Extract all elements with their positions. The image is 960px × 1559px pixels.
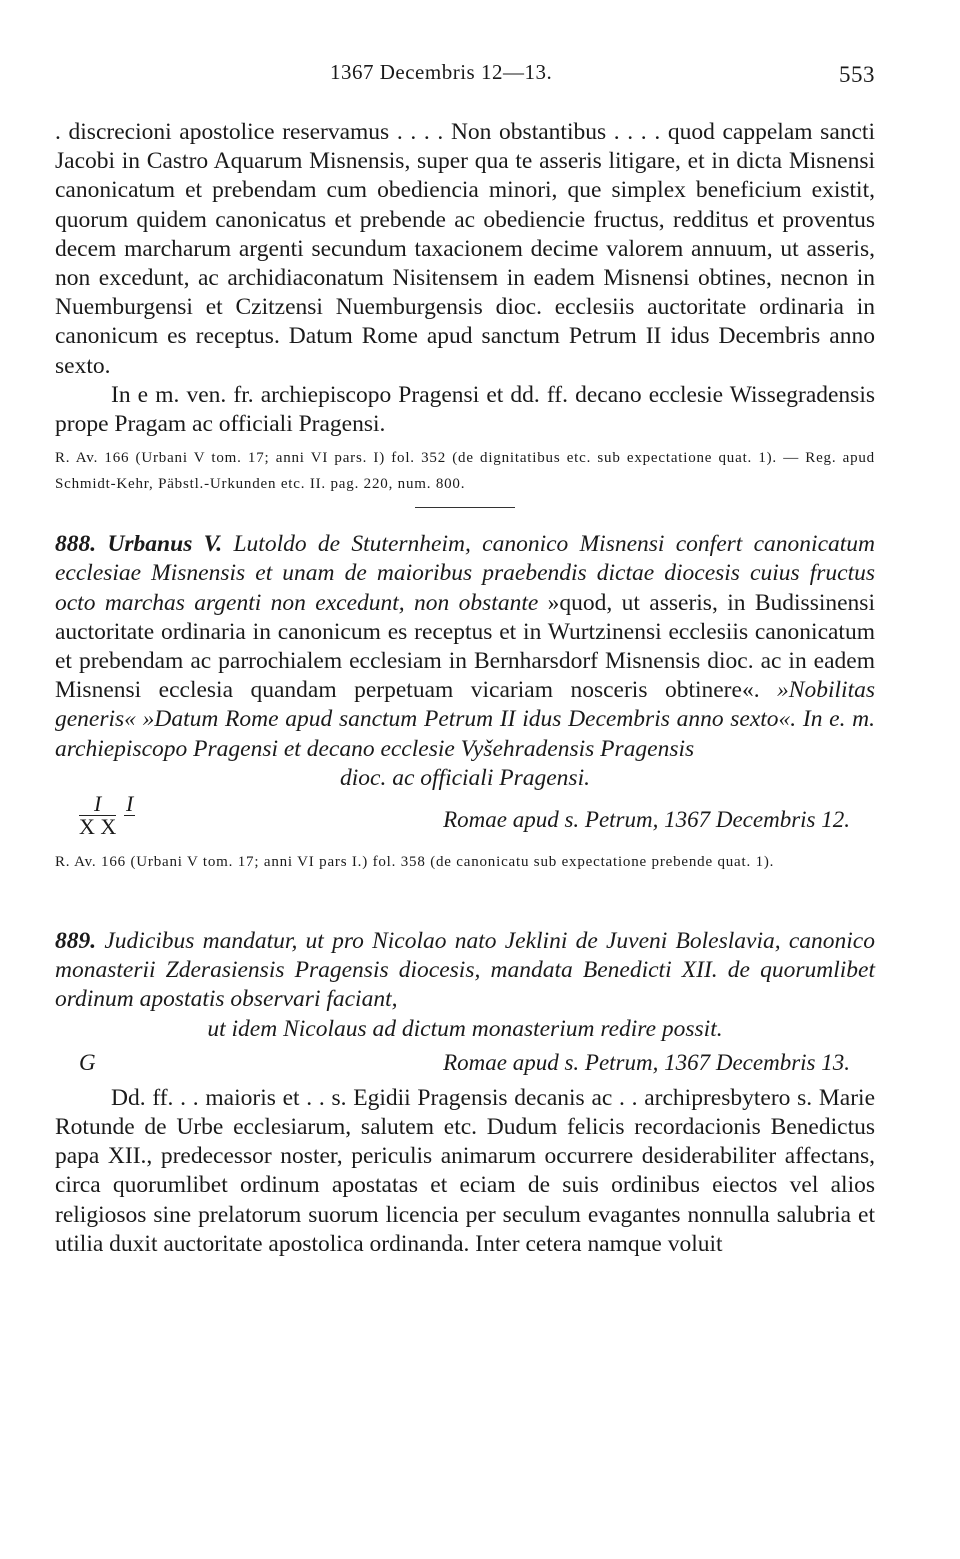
entry-888-summary-a: Lutoldo de Stuternheim, canonico Misnensi confert canonicatum ecclesiae Misnensis et unam de maioribus praebendis dictae diocesis cuius fructus octo marchas argenti non excedunt, non obstante (55, 531, 876, 616)
registry-mark-numerator-2: I (126, 791, 134, 817)
entry-889-number: 889. (55, 928, 97, 955)
entry-888-summary-b: »Nobilitas generis« »Datum Rome apud sanctum Petrum II idus Decembris anno sexto«. In e. m. archiepiscopo Pragensi et decano ecclesie Vyšehradensis Pragensis (55, 677, 875, 762)
registry-mark-fraction (79, 793, 116, 838)
entry-888-source-note: R. Av. 166 (Urbani V tom. 17; anni VI pars I.) fol. 358 (de canonicatu sub expectatione prebende quat. 1). (55, 854, 775, 871)
entry-888-summary-c: dioc. ac officiali Pragensi. (340, 764, 590, 791)
registry-mark-g: G (79, 1049, 96, 1075)
entry-888-regest (55, 530, 875, 764)
entry-888-date-text: Romae apud s. Petrum, 1367 Decembris 12. (443, 807, 850, 833)
registry-mark-denominator-2 (124, 816, 135, 838)
entry-889-date-text: Romae apud s. Petrum, 1367 Decembris 13. (443, 1049, 850, 1075)
entry-889-summary-a: Judicibus mandatur, ut pro Nicolao nato Jeklini de Juveni Boleslavia, canonico monasterii Zderasiensis Pragensis diocesis, mandata Benedicti XII. de quorumlibet ordinum apostatis observari faciant, (55, 928, 875, 1013)
registry-mark-numerator: I (79, 793, 116, 816)
entry-889-summary-b: ut idem Nicolaus ad dictum monasterium redire possit. (207, 1015, 723, 1042)
entry-888-pope: Urbanus V. (107, 531, 223, 558)
registry-mark-fraction-2 (124, 793, 135, 838)
running-title: 1367 Decembris 12—13. (330, 60, 553, 84)
entry-889-text: Dd. ff. . . maioris et . . s. Egidii Pragensis decanis ac . . archipresbytero s. Marie Rotunde de Urbe ecclesiarum, salutem etc. Dudum felicis recordacionis Benedictus papa XII., predecessor noster, periculis animarum occurrere desiderabiliter affectans, circa quorumlibet ordinum apostatas et eciam de suis ordinibus eiectos vel alios religiosos sine prelatorum suorum licencia per seculum evagantes nonnulla salubria et utilia duxit auctoritate apostolica ordinanda. Inter cetera namque voluit (55, 1084, 875, 1257)
entry-888-number: 888. (55, 531, 97, 558)
entry-889-dateline (55, 1044, 875, 1084)
page-body (55, 118, 875, 1259)
entry-889-regest (55, 927, 875, 1015)
entry-887-source-note: R. Av. 166 (Urbani V tom. 17; anni VI pars. I) fol. 352 (de dignitatibus etc. sub expectatione quat. 1). — Reg. apud Schmidt-Kehr, Päbstl.-Urkunden etc. II. pag. 220, num. 800. (55, 450, 875, 493)
registry-mark-denominator: X X (79, 814, 117, 840)
entry-887-addressees: In e m. ven. fr. archiepiscopo Pragensi et dd. ff. decano ecclesie Wissegradensis prope Pragam ac officiali Pragensi. (55, 381, 875, 438)
entry-888-quote: »quod, ut asseris, in Budissinensi auctoritate ordinaria in canonicum es receptus et in Wurtzinensi ecclesiis canonicatum et prebendam ac parrochialem ecclesiam in Bernharsdorf Misnensis dioc. ac in eadem Misnensi ecclesia quandam perpetuam vicariam nosceris obtinere«. (55, 589, 875, 704)
running-header (330, 60, 875, 85)
page-number: 553 (839, 62, 875, 87)
entry-888-dateline (55, 793, 875, 849)
entry-887-text: . discrecioni apostolice reservamus . . . . Non obstantibus . . . . quod cappelam sancti Jacobi in Castro Aquarum Misnensis, super qua te asseris litigare, et in dicta Misnensi canonicatum et prebendam cum obediencia minori, que simplex beneficium existit, quorum quidem canonicatus et prebende ac obediencie fructus, redditus et proventus decem marcharum argenti secundum taxacionem decime valorem annuum, ut asseris, non excedunt, ac archidiaconatum Nisitensem in eadem Misnensi obtines, necnon in Nuemburgensi et Czitzensi Nuemburgensis dioc. ecclesiis auctoritate ordinaria in canonicum es receptus. Datum Rome apud sanctum Petrum II idus Decembris anno sexto. (55, 119, 875, 379)
registry-mark (79, 793, 149, 838)
